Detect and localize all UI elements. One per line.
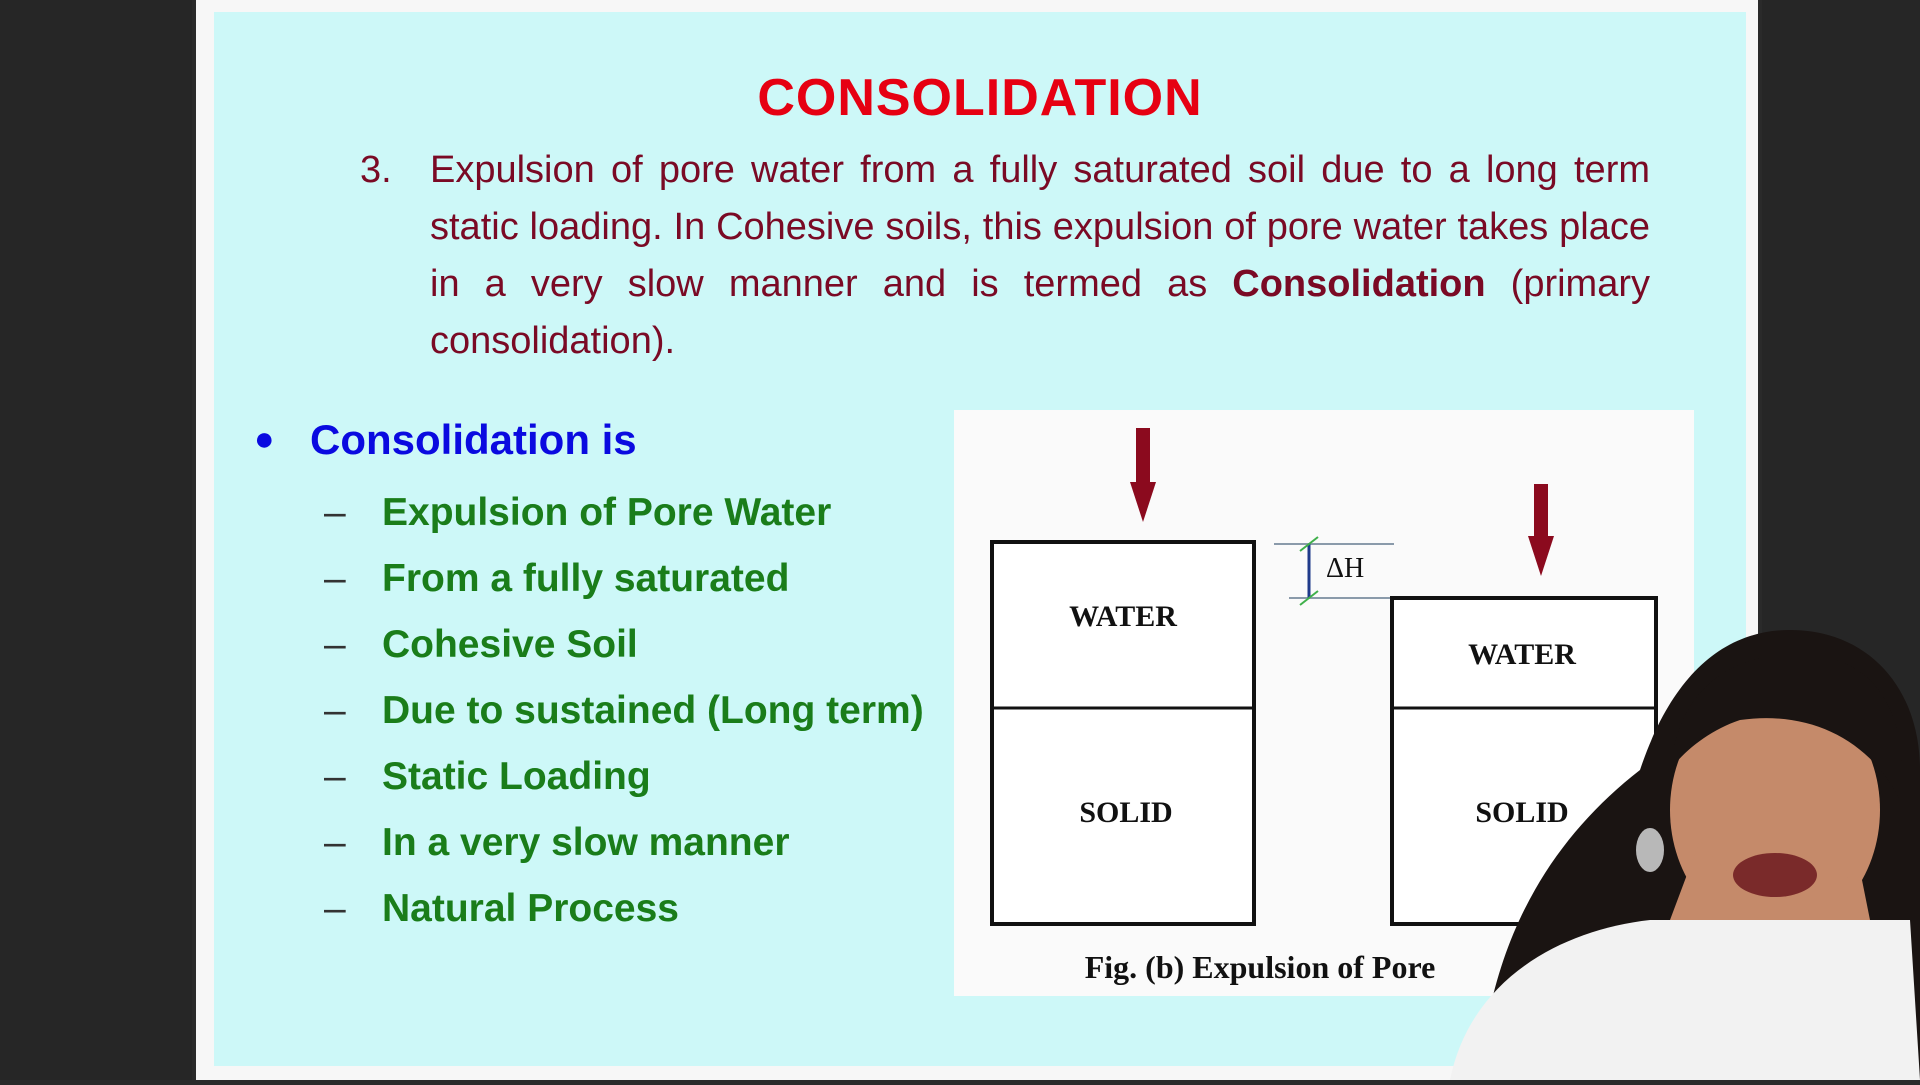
list-item-text: In a very slow manner [382,821,790,864]
right-solid-label: SOLID [1475,796,1569,829]
list-item [324,619,924,671]
list-item-text: Static Loading [382,755,651,798]
list-item [324,751,924,803]
paragraph-number: 3. [360,149,392,191]
presenter-avatar [1440,540,1920,1080]
list-item [324,685,924,737]
paragraph-text-end: (primary consolidation). [430,263,1650,362]
left-water-label: WATER [1069,600,1177,633]
left-load-arrow-icon [1130,428,1156,522]
paragraph-bold-term: Consolidation [1232,263,1486,305]
list-item [324,553,924,605]
list-item [324,487,924,539]
bullet-dot-icon: ● [254,420,275,458]
left-solid-label: SOLID [1079,796,1173,829]
bullet-heading-text: Consolidation is [310,416,637,463]
delta-h-label: ΔH [1326,553,1365,584]
dash-icon: – [324,623,346,666]
sub-bullet-list [324,487,924,949]
right-water-label: WATER [1468,638,1576,671]
list-item [324,817,924,869]
dash-icon: – [324,887,346,930]
list-item-text: From a fully saturated [382,557,790,600]
paragraph-body [430,142,1650,370]
list-item-text: Due to sustained (Long term) [382,689,924,732]
slide-title: CONSOLIDATION [757,69,1203,127]
dash-icon: – [324,689,346,732]
dash-icon: – [324,491,346,534]
left-dark-border [0,0,192,1080]
presenter-webcam-overlay [1440,540,1920,1080]
list-item [324,883,924,935]
paragraph-text: Expulsion of pore water from a fully saturated soil due to a long term static loading. In Cohesive soils, this expulsion of pore water takes place in a very slow manner and is termed as [430,149,1650,305]
figure-caption: Fig. (b) Expulsion of Pore [1084,949,1436,985]
dash-icon: – [324,821,346,864]
dash-icon: – [324,755,346,798]
bullet-heading [254,416,637,464]
list-item-text: Expulsion of Pore Water [382,491,832,534]
dash-icon: – [324,557,346,600]
definition-paragraph [360,142,1650,370]
list-item-text: Cohesive Soil [382,623,638,666]
list-item-text: Natural Process [382,887,679,930]
